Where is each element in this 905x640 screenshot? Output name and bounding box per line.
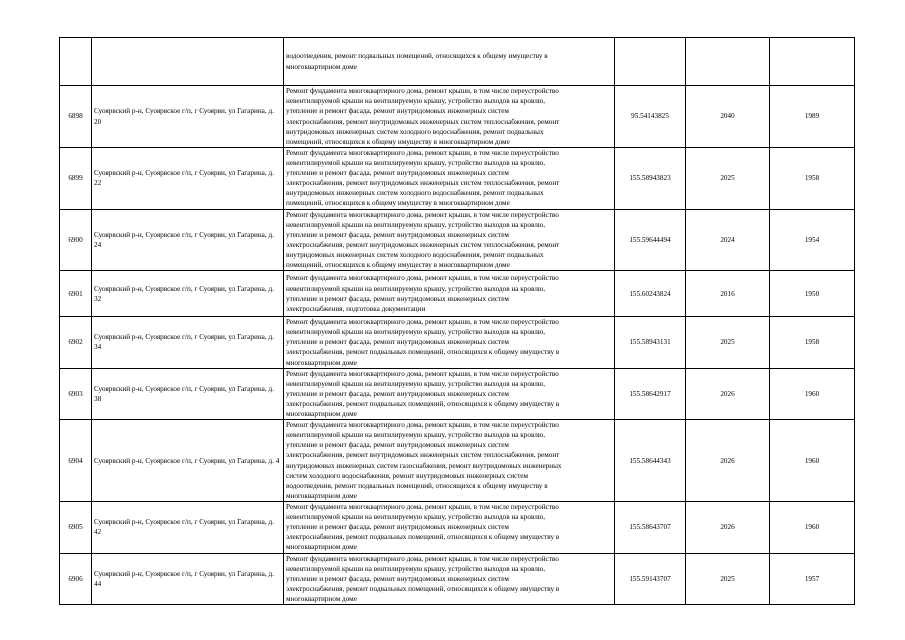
address-cell: Суоярвский р-н, Суоярвское г/п, г Суоярви, ул Гагарина, д. 24 <box>92 209 284 271</box>
works-line: невентилируемой крыши на вентилируемую крышу, устройство выходов на кровлю, <box>286 97 546 106</box>
works-line: Ремонт фундамента многоквартирного дома, ремонт крыши, в том числе переустройство <box>286 210 559 219</box>
plan-year-cell: 2026 <box>686 368 770 419</box>
plan-year-cell <box>686 38 770 86</box>
address-cell: Суоярвский р-н, Суоярвское г/п, г Суоярви, ул Гагарина, д. 32 <box>92 271 284 317</box>
cost-cell: 155.58642917 <box>615 368 686 419</box>
works-line: электроснабжения, ремонт внутридомовых инженерных систем теплоснабжения, ремонт <box>286 240 560 249</box>
works-line: невентилируемой крыши на вентилируемую крышу, устройство выходов на кровлю, <box>286 159 546 168</box>
cost-cell: 155.58943823 <box>615 148 686 210</box>
works-line: невентилируемой крыши на вентилируемую крышу, устройство выходов на кровлю, <box>286 284 546 293</box>
built-year-cell: 1960 <box>770 368 855 419</box>
address-cell: Суоярвский р-н, Суоярвское г/п, г Суоярви, ул Гагарина, д. 34 <box>92 317 284 368</box>
works-line: внутридомовых инженерных систем холодного водоснабжения, ремонт подвальных <box>286 189 544 198</box>
works-line: утепление и ремонт фасада, ремонт внутридомовых инженерных систем <box>286 294 509 303</box>
works-line: Ремонт фундамента многоквартирного дома, ремонт крыши, в том числе переустройство <box>286 318 559 327</box>
built-year-cell: 1989 <box>770 86 855 148</box>
works-line: невентилируемой крыши на вентилируемую крышу, устройство выходов на кровлю, <box>286 220 546 229</box>
repair-program-table <box>59 37 855 605</box>
row-number: 6898 <box>60 86 92 148</box>
works-line: Ремонт фундамента многоквартирного дома, ремонт крыши, в том числе переустройство <box>286 87 559 96</box>
works-line: водоотведения, ремонт подвальных помещений, относящихся к общему имуществу в <box>286 481 548 490</box>
cost-cell: 155.60243824 <box>615 271 686 317</box>
works-line: Ремонт фундамента многоквартирного дома, ремонт крыши, в том числе переустройство <box>286 149 559 157</box>
plan-year-cell: 2025 <box>686 148 770 210</box>
works-line: водоотведения, ремонт подвальных помещений, относящихся к общему имуществу в <box>286 52 548 61</box>
works-line: утепление и ремонт фасада, ремонт внутридомовых инженерных систем <box>286 523 509 532</box>
row-number: 6904 <box>60 420 92 502</box>
works-line: утепление и ремонт фасада, ремонт внутридомовых инженерных систем <box>286 574 509 583</box>
works-line: невентилируемой крыши на вентилируемую крышу, устройство выходов на кровлю, <box>286 513 546 522</box>
works-line: утепление и ремонт фасада, ремонт внутридомовых инженерных систем <box>286 107 509 116</box>
cost-cell: 155.59644494 <box>615 209 686 271</box>
row-number: 6899 <box>60 148 92 210</box>
works-cell <box>284 553 615 604</box>
works-line: Ремонт фундамента многоквартирного дома, ремонт крыши, в том числе переустройство <box>286 554 559 563</box>
works-line: Ремонт фундамента многоквартирного дома, ремонт крыши, в том числе переустройство <box>286 274 559 283</box>
built-year-cell: 1954 <box>770 209 855 271</box>
address-cell: Суоярвский р-н, Суоярвское г/п, г Суоярви, ул Гагарина, д. 42 <box>92 502 284 553</box>
works-line: помещений, относящихся к общему имуществу в многоквартирном доме <box>286 199 510 208</box>
works-cell <box>284 368 615 419</box>
works-line: Ремонт фундамента многоквартирного дома, ремонт крыши, в том числе переустройство <box>286 369 559 378</box>
cost-cell: 155.58943131 <box>615 317 686 368</box>
plan-year-cell: 2026 <box>686 420 770 502</box>
table-row <box>60 271 855 317</box>
works-cell <box>284 317 615 368</box>
built-year-cell: 1960 <box>770 420 855 502</box>
works-line: электроснабжения, ремонт подвальных помещений, относящихся к общему имуществу в <box>286 584 560 593</box>
cost-cell: 155.58644343 <box>615 420 686 502</box>
row-number: 6901 <box>60 271 92 317</box>
works-line: многоквартирном доме <box>286 594 357 603</box>
row-number: 6902 <box>60 317 92 368</box>
row-number: 6900 <box>60 209 92 271</box>
works-line: электроснабжения, ремонт подвальных помещений, относящихся к общему имуществу в <box>286 399 560 408</box>
table-row <box>60 420 855 502</box>
works-cell <box>284 502 615 553</box>
works-line: многоквартирном доме <box>286 409 357 418</box>
address-cell: Суоярвский р-н, Суоярвское г/п, г Суоярви, ул Гагарина, д. 38 <box>92 368 284 419</box>
table-row <box>60 502 855 553</box>
cost-cell <box>615 38 686 86</box>
works-cell <box>284 148 615 210</box>
address-cell: Суоярвский р-н, Суоярвское г/п, г Суоярви, ул Гагарина, д. 22 <box>92 148 284 210</box>
works-line: Ремонт фундамента многоквартирного дома, ремонт крыши, в том числе переустройство <box>286 421 559 430</box>
table-row <box>60 209 855 271</box>
cost-cell: 95.54143825 <box>615 86 686 148</box>
table-body <box>60 38 855 605</box>
works-line: многоквартирном доме <box>286 543 357 552</box>
works-line: электроснабжения, ремонт подвальных помещений, относящихся к общему имуществу в <box>286 533 560 542</box>
works-line: электроснабжения, подготовка документации <box>286 304 426 313</box>
built-year-cell: 1958 <box>770 317 855 368</box>
works-cell <box>284 420 615 502</box>
works-line: невентилируемой крыши на вентилируемую крышу, устройство выходов на кровлю, <box>286 431 546 440</box>
built-year-cell: 1950 <box>770 271 855 317</box>
cost-cell: 155.59143707 <box>615 553 686 604</box>
built-year-cell: 1957 <box>770 553 855 604</box>
works-line: утепление и ремонт фасада, ремонт внутридомовых инженерных систем <box>286 389 509 398</box>
works-line: многоквартирном доме <box>286 358 357 367</box>
row-number: 6905 <box>60 502 92 553</box>
works-line: внутридомовых инженерных систем холодного водоснабжения, ремонт подвальных <box>286 250 544 259</box>
works-line: электроснабжения, ремонт внутридомовых инженерных систем теплоснабжения, ремонт <box>286 117 560 126</box>
table-row <box>60 317 855 368</box>
works-line: помещений, относящихся к общему имуществу в многоквартирном доме <box>286 137 510 146</box>
plan-year-cell: 2025 <box>686 317 770 368</box>
plan-year-cell: 2040 <box>686 86 770 148</box>
works-line: внутридомовых инженерных систем холодного водоснабжения, ремонт подвальных <box>286 127 544 136</box>
built-year-cell: 1960 <box>770 502 855 553</box>
works-line: электроснабжения, ремонт внутридомовых инженерных систем теплоснабжения, ремонт <box>286 451 560 460</box>
works-cell <box>284 86 615 148</box>
works-line: невентилируемой крыши на вентилируемую крышу, устройство выходов на кровлю, <box>286 379 546 388</box>
table-row <box>60 553 855 604</box>
works-line: электроснабжения, ремонт внутридомовых инженерных систем теплоснабжения, ремонт <box>286 179 560 188</box>
row-number <box>60 38 92 86</box>
address-cell: Суоярвский р-н, Суоярвское г/п, г Суоярви, ул Гагарина, д. 4 <box>92 420 284 502</box>
works-line: помещений, относящихся к общему имуществу в многоквартирном доме <box>286 261 510 270</box>
works-line: внутридомовых инженерных систем газоснабжения, ремонт внутридомовых инженерных <box>286 461 562 470</box>
works-line: многоквартирном доме <box>286 491 357 500</box>
plan-year-cell: 2024 <box>686 209 770 271</box>
works-line: систем холодного водоснабжения, ремонт внутридомовых инженерных систем <box>286 471 529 480</box>
plan-year-cell: 2016 <box>686 271 770 317</box>
built-year-cell: 1958 <box>770 148 855 210</box>
works-line: утепление и ремонт фасада, ремонт внутридомовых инженерных систем <box>286 441 509 450</box>
address-cell <box>92 38 284 86</box>
built-year-cell <box>770 38 855 86</box>
table-row <box>60 368 855 419</box>
plan-year-cell: 2026 <box>686 502 770 553</box>
plan-year-cell: 2025 <box>686 553 770 604</box>
works-cell <box>284 271 615 317</box>
works-cell <box>284 209 615 271</box>
address-cell: Суоярвский р-н, Суоярвское г/п, г Суоярви, ул Гагарина, д. 44 <box>92 553 284 604</box>
address-cell: Суоярвский р-н, Суоярвское г/п, г Суоярви, ул Гагарина, д. 20 <box>92 86 284 148</box>
works-line: утепление и ремонт фасада, ремонт внутридомовых инженерных систем <box>286 338 509 347</box>
works-line: электроснабжения, ремонт подвальных помещений, относящихся к общему имуществу в <box>286 348 560 357</box>
row-number: 6903 <box>60 368 92 419</box>
cost-cell: 155.58643707 <box>615 502 686 553</box>
works-line: утепление и ремонт фасада, ремонт внутридомовых инженерных систем <box>286 230 509 239</box>
works-line: невентилируемой крыши на вентилируемую крышу, устройство выходов на кровлю, <box>286 328 546 337</box>
table-row <box>60 86 855 148</box>
works-line: невентилируемой крыши на вентилируемую крышу, устройство выходов на кровлю, <box>286 564 546 573</box>
works-line: Ремонт фундамента многоквартирного дома, ремонт крыши, в том числе переустройство <box>286 503 559 512</box>
table-row <box>60 38 855 86</box>
row-number: 6906 <box>60 553 92 604</box>
works-cell <box>284 38 615 86</box>
table-row <box>60 148 855 210</box>
works-line: многоквартирном доме <box>286 62 357 71</box>
works-line: утепление и ремонт фасада, ремонт внутридомовых инженерных систем <box>286 169 509 178</box>
